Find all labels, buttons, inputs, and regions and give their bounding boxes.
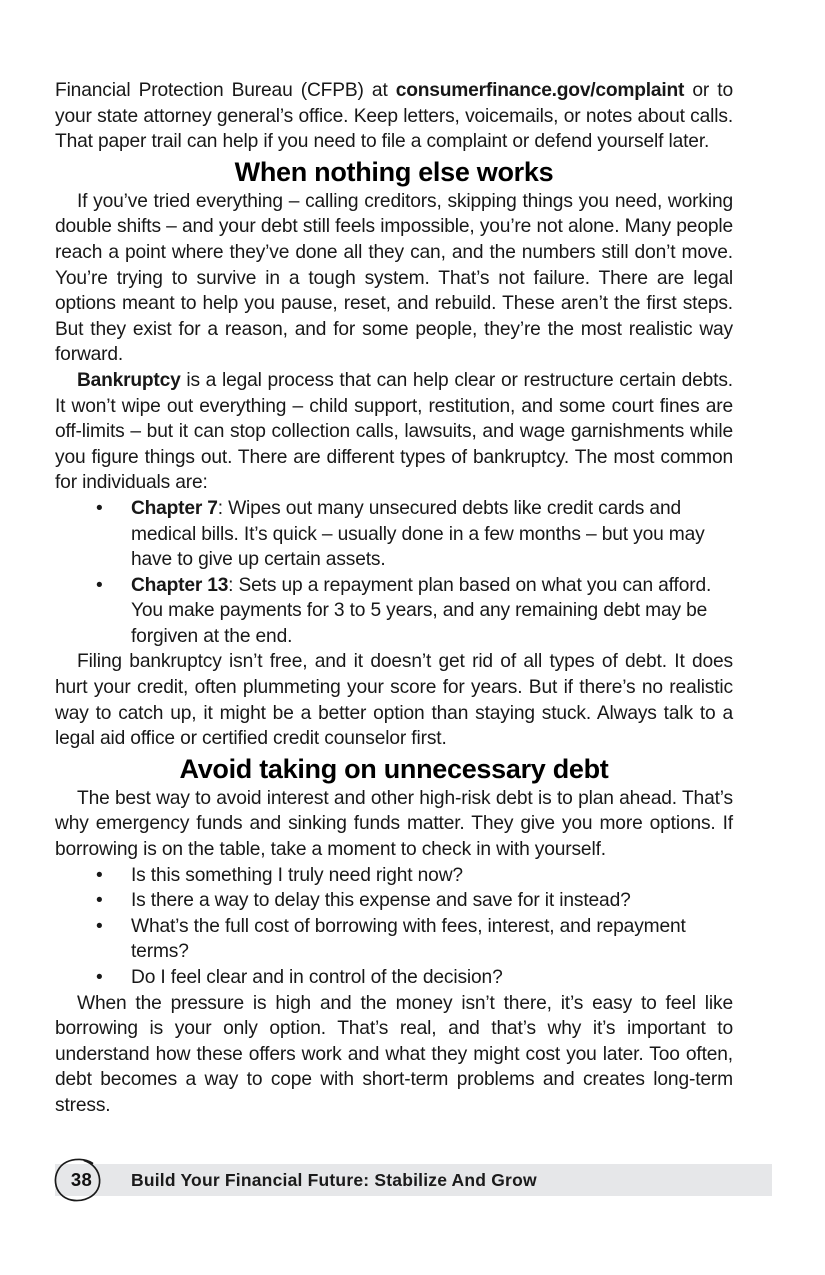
list-item xyxy=(55,573,733,650)
list-item xyxy=(55,914,733,965)
intro-paragraph xyxy=(55,78,733,155)
chapter-13-label: Chapter 13 xyxy=(131,574,229,596)
borrowing-question-3: What’s the full cost of borrowing with fees, interest, and repayment terms? xyxy=(131,915,686,963)
cfpb-complaint-link-text: consumerfinance.gov/complaint xyxy=(395,80,685,101)
bullet-icon: • xyxy=(96,967,103,988)
list-item xyxy=(55,863,733,889)
page-content xyxy=(55,78,733,1119)
section2-paragraph-2: When the pressure is high and the money isn’t there, it’s easy to feel like borrowing is your only option. That’s real, and that’s why it’s important to understand how these offers work and what they might cost you later. Too often, debt becomes a way to cope with short-term problems and creates long-term stress. xyxy=(55,992,733,1116)
bankruptcy-term: Bankruptcy xyxy=(77,369,181,391)
section1-paragraph-2 xyxy=(55,368,733,496)
section1-paragraph-1: If you’ve tried everything – calling creditors, skipping things you need, working double shifts – and your debt still feels impossible, you’re not alone. Many people reach a point where they’ve done all they can, and the numbers still don’t move. You’re trying to survive in a tough system. That’s not failure. There are legal options meant to help you pause, reset, and rebuild. These aren’t the first steps. But they exist for a reason, and for some people, they’re the most realistic way forward. xyxy=(55,190,733,366)
section1-paragraph-3: Filing bankruptcy isn’t free, and it doesn’t get rid of all types of debt. It does hurt your credit, often plummeting your score for years. But if there’s no realistic way to catch up, it might be a better option than staying stuck. Always talk to a legal aid office or certified credit counselor first. xyxy=(55,651,733,750)
page-number-badge xyxy=(52,1157,110,1203)
list-item xyxy=(55,965,733,991)
list-item xyxy=(55,888,733,914)
chapter-13-description: : Sets up a repayment plan based on what you can afford. You make payments for 3 to 5 years, and any remaining debt may be forgiven at the end. xyxy=(131,574,712,647)
bankruptcy-types-list xyxy=(55,496,733,650)
borrowing-questions-list xyxy=(55,863,733,991)
list-item xyxy=(55,496,733,573)
bullet-icon: • xyxy=(96,574,103,596)
chapter-7-description: : Wipes out many unsecured debts like credit cards and medical bills. It’s quick – usually done in a few months – but you may have to give up certain assets. xyxy=(131,497,705,571)
page-number: 38 xyxy=(70,1169,93,1190)
section1-paragraph-2-rest: is a legal process that can help clear or restructure certain debts. It won’t wipe out everything – child support, restitution, and some court fines are off-limits – but it can stop collection calls, lawsuits, and wage garnishments while you figure things out. There are different types of bankruptcy. The most common for individuals are: xyxy=(55,369,733,494)
footer-book-title: Build Your Financial Future: Stabilize And Grow xyxy=(131,1170,537,1190)
bullet-icon: • xyxy=(96,890,103,912)
intro-paragraph-part1: Financial Protection Bureau (CFPB) at xyxy=(55,80,396,101)
borrowing-question-2: Is there a way to delay this expense and save for it instead? xyxy=(131,890,631,912)
borrowing-question-4: Do I feel clear and in control of the decision? xyxy=(131,967,503,988)
intro-paragraph-part2: or to your state attorney general’s office. Keep letters, voicemails, or notes about calls. That paper trail can help if you need to file a complaint or defend yourself later. xyxy=(55,80,733,153)
bullet-icon: • xyxy=(96,864,103,886)
section2-paragraph-1: The best way to avoid interest and other high-risk debt is to plan ahead. That’s why emergency funds and sinking funds matter. They give you more options. If borrowing is on the table, take a moment to check in with yourself. xyxy=(55,787,733,861)
borrowing-question-1: Is this something I truly need right now? xyxy=(131,864,463,886)
chapter-7-label: Chapter 7 xyxy=(131,497,218,519)
bullet-icon: • xyxy=(96,915,103,937)
section-heading-avoid-taking-on-unnecessary-debt: Avoid taking on unnecessary debt xyxy=(179,753,609,784)
bullet-icon: • xyxy=(96,497,103,519)
page-footer xyxy=(55,1164,772,1196)
section-heading-when-nothing-else-works: When nothing else works xyxy=(234,156,554,187)
